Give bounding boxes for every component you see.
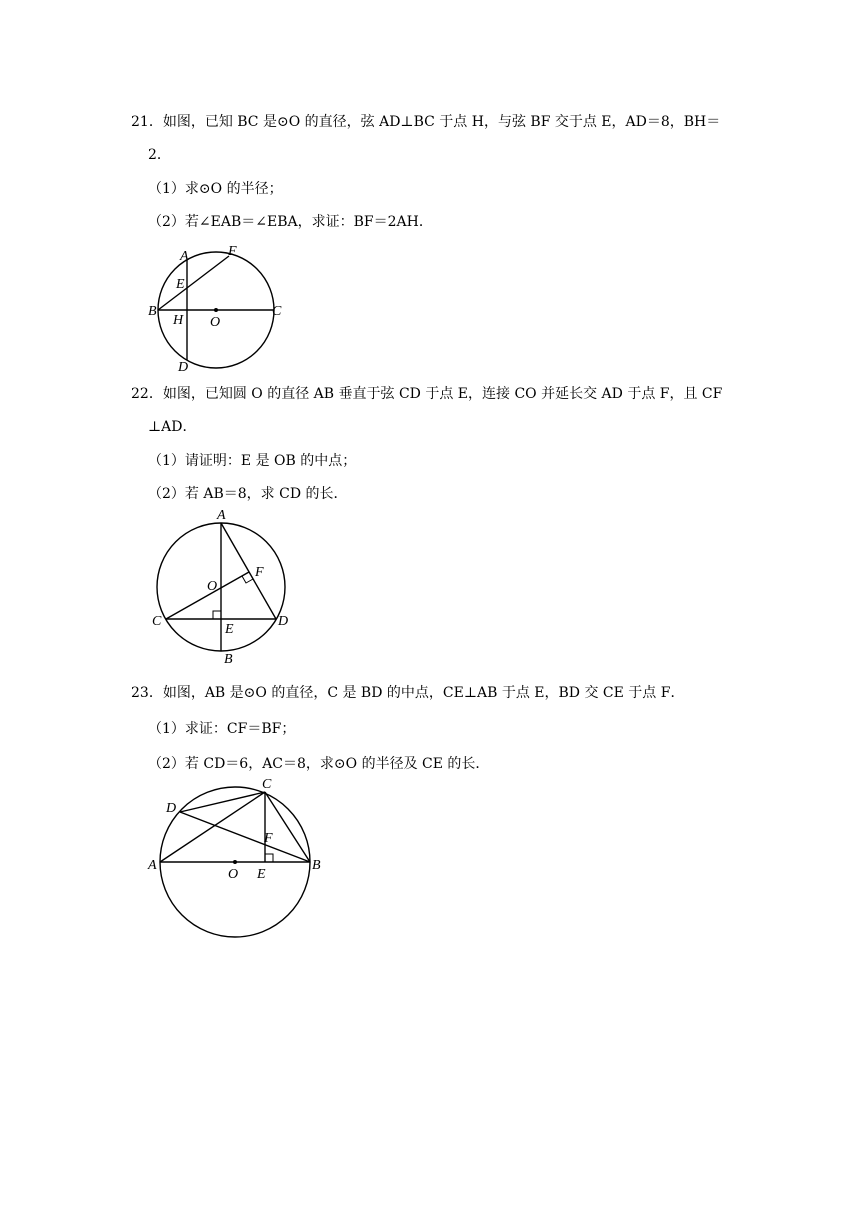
label-H: H xyxy=(173,313,184,328)
label-D: D xyxy=(278,614,289,629)
problem-22-question-2: （2）若 AB＝8，求 CD 的长． xyxy=(148,486,348,502)
problem-21-figure xyxy=(140,238,300,378)
label-B: B xyxy=(224,652,233,667)
label-D: D xyxy=(166,801,177,816)
label-O: O xyxy=(207,579,218,594)
label-B: B xyxy=(312,858,321,873)
label-F: F xyxy=(228,244,237,259)
label-A: A xyxy=(217,508,226,523)
problem-22-question-1: （1）请证明：E 是 OB 的中点； xyxy=(148,453,357,469)
label-B: B xyxy=(148,304,157,319)
label-A: A xyxy=(148,858,157,873)
label-E: E xyxy=(257,867,266,882)
problem-21-statement-cont: 2． xyxy=(148,147,171,163)
label-F: F xyxy=(264,831,273,846)
problem-23-question-1: （1）求证：CF＝BF； xyxy=(148,721,296,737)
problem-22-statement: 22．如图，已知圆 O 的直径 AB 垂直于弦 CD 于点 E，连接 CO 并延长交 AD 于点 F，且 CF xyxy=(131,386,723,402)
label-C: C xyxy=(272,304,282,319)
problem-21-question-2: （2）若∠EAB＝∠EBA，求证：BF＝2AH． xyxy=(148,214,433,230)
label-C: C xyxy=(152,614,162,629)
problem-21-question-1: （1）求⊙O 的半径； xyxy=(148,181,283,197)
problem-23-statement: 23．如图，AB 是⊙O 的直径，C 是 BD 的中点，CE⊥AB 于点 E，BD 交 CE 于点 F． xyxy=(131,685,685,701)
label-O: O xyxy=(228,867,239,882)
problem-23-question-2: （2）若 CD＝6，AC＝8，求⊙O 的半径及 CE 的长． xyxy=(148,756,490,772)
label-A: A xyxy=(180,249,189,264)
problem-22-figure xyxy=(145,505,305,670)
problem-21-statement: 21．如图，已知 BC 是⊙O 的直径，弦 AD⊥BC 于点 H，与弦 BF 交于点 E，AD＝8，BH＝ xyxy=(131,114,721,130)
label-E: E xyxy=(225,622,234,637)
label-D: D xyxy=(178,360,189,375)
label-E: E xyxy=(176,277,185,292)
label-C: C xyxy=(262,777,272,792)
problem-23-figure xyxy=(140,772,340,942)
label-O: O xyxy=(210,315,221,330)
label-F: F xyxy=(255,565,264,580)
problem-22-statement-cont: ⊥AD． xyxy=(148,419,197,435)
